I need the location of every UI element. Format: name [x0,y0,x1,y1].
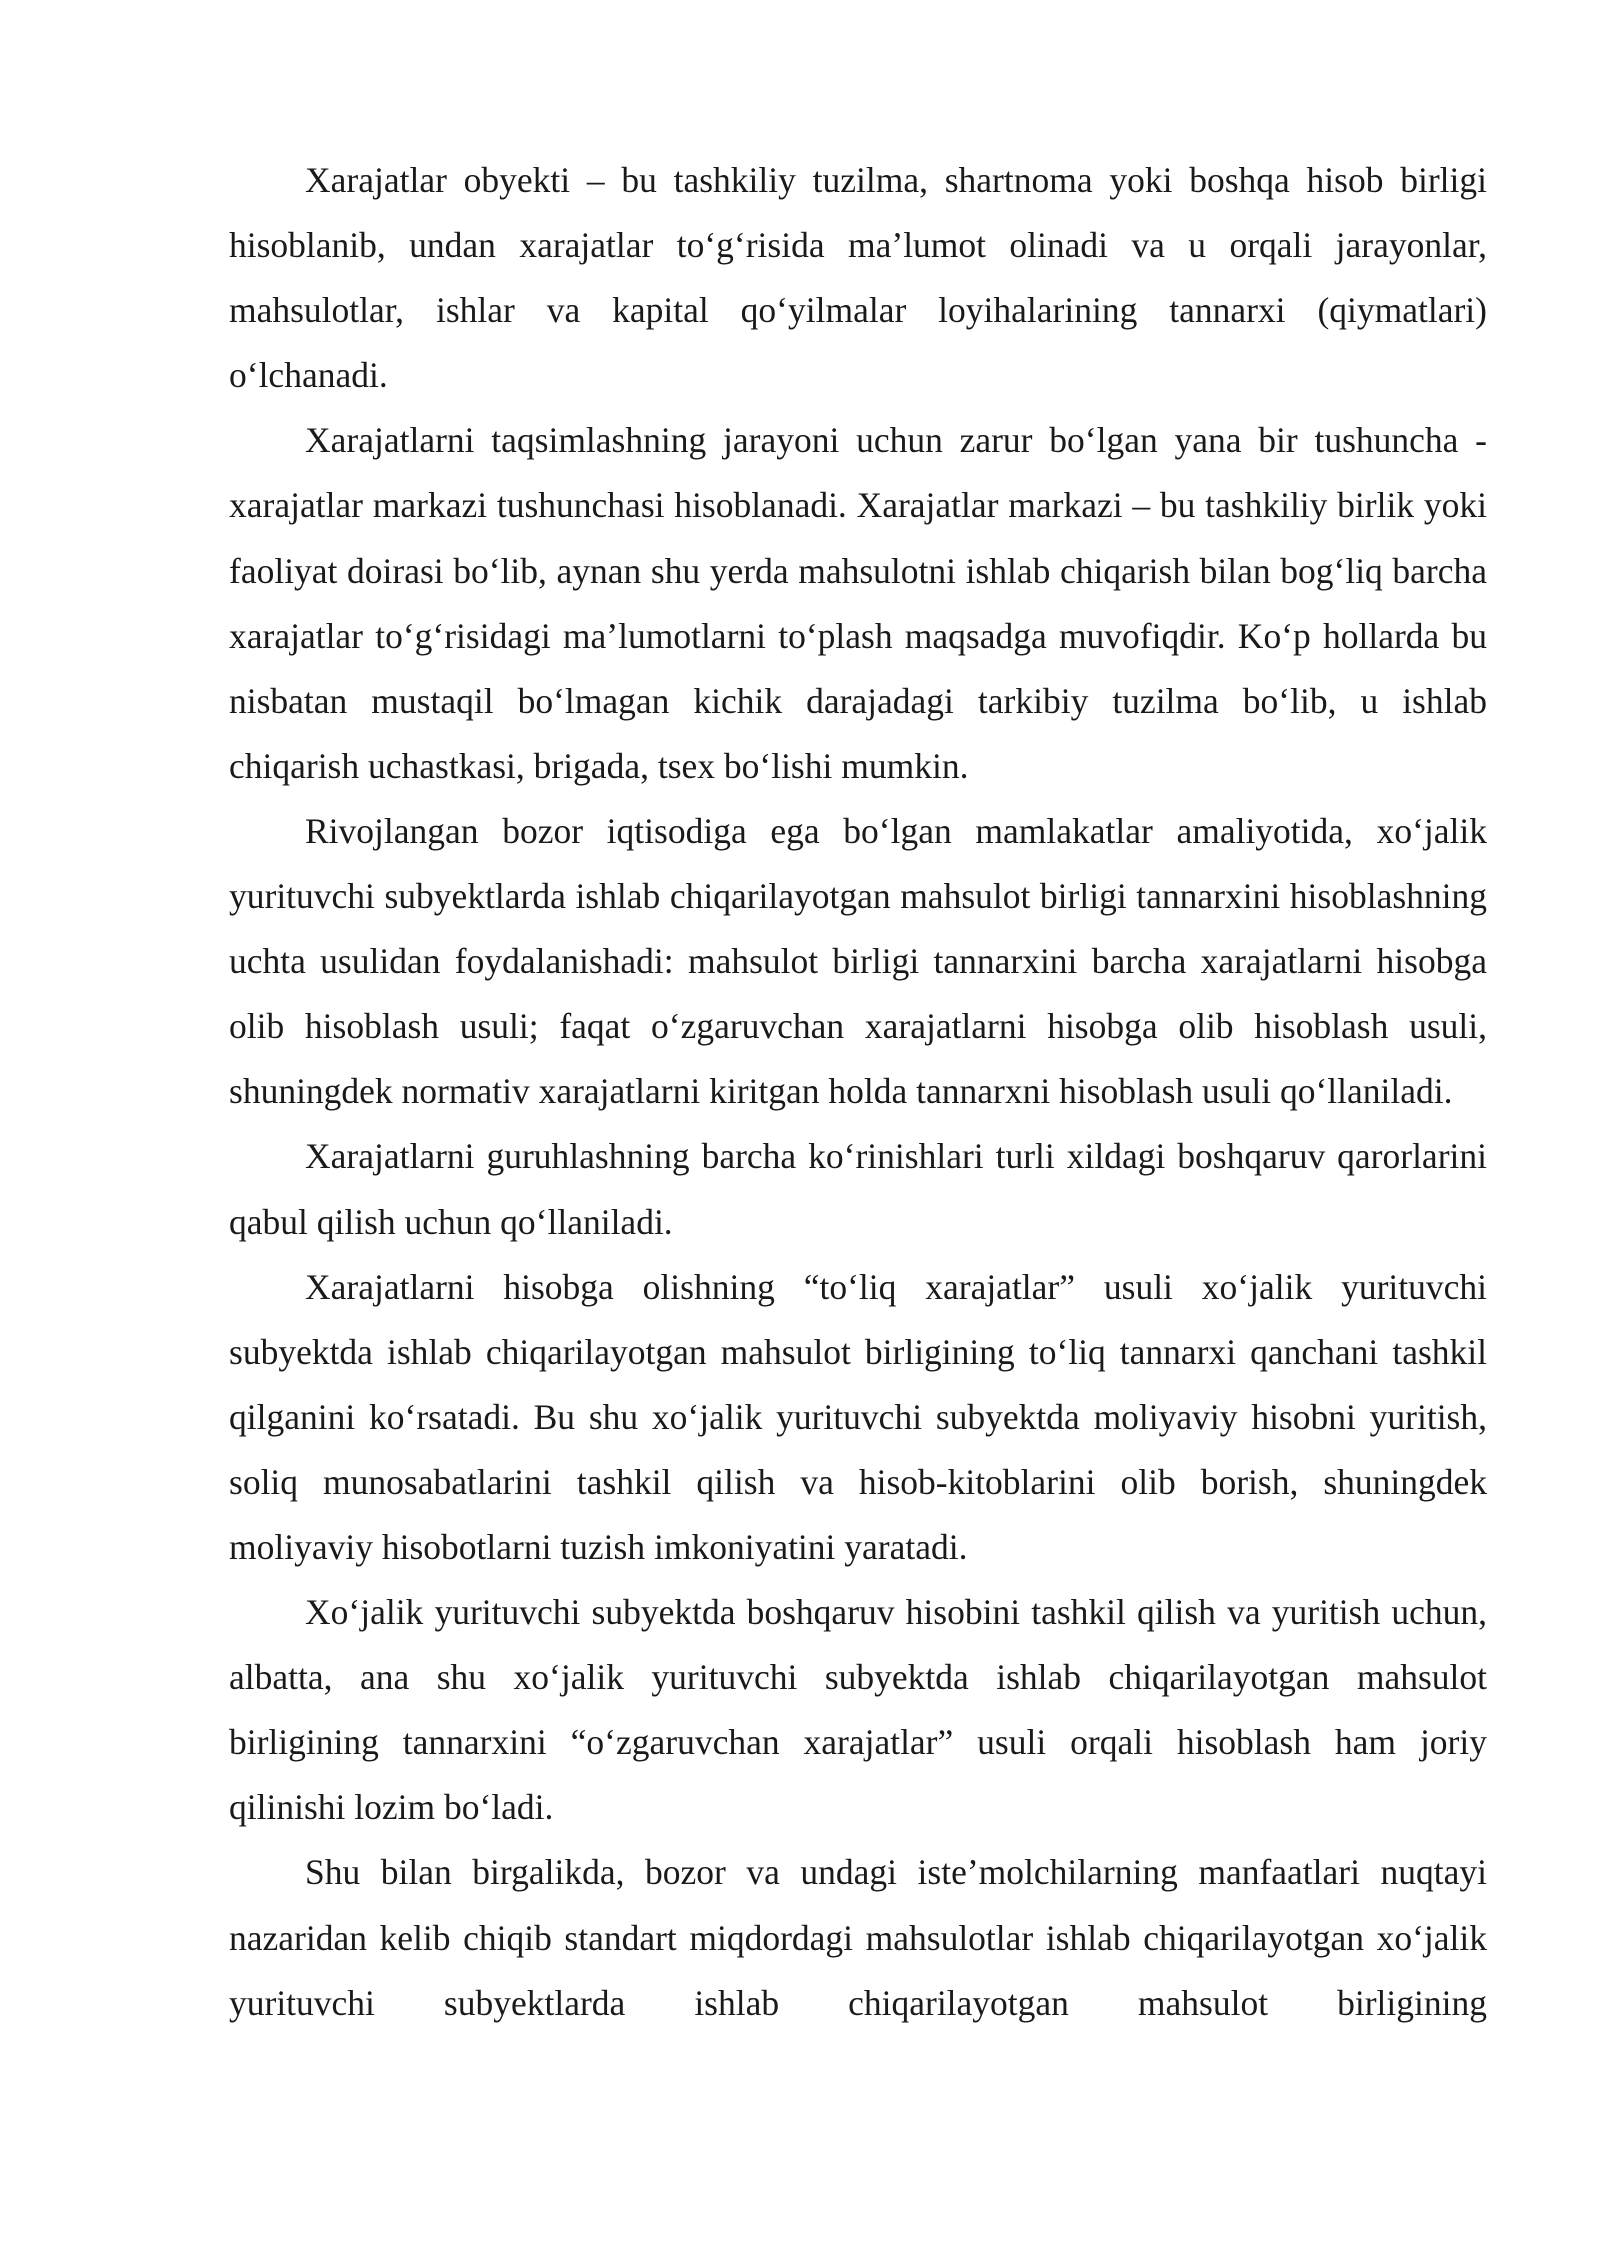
paragraph-standard-products: Shu bilan birgalikda, bozor va undagi isteʼmolchilarning manfaatlari nuqtayi nazaridan kelib chiqib standart miqdordagi mahsulotlar ishlab chiqarilayotgan xoʻjalik yurituvchi subyektlarda ishlab chiqarilayotgan mahsulot birligining [229,1852,1487,2023]
paragraph-cost-grouping: Xarajatlarni guruhlashning barcha koʻrinishlari turli xildagi boshqaruv qarorlarini qabul qilish uchun qoʻllaniladi. [229,1136,1487,1242]
body-text [229,148,1487,2036]
paragraph-cost-object: Xarajatlar obyekti – bu tashkiliy tuzilma, shartnoma yoki boshqa hisob birligi hisoblanib, undan xarajatlar toʻgʻrisida maʼlumot olinadi va u orqali jarayonlar, mahsulotlar, ishlar va kapital qoʻyilmalar loyihalarining tannarxi (qiymatlari) oʻlchanadi. [229,160,1487,396]
paragraph-costing-methods: Rivojlangan bozor iqtisodiga ega boʻlgan mamlakatlar amaliyotida, xoʻjalik yurituvchi subyektlarda ishlab chiqarilayotgan mahsulot birligi tannarxini hisoblashning uchta usulidan foydalanishadi: mahsulot birligi tannarxini barcha xarajatlarni hisobga olib hisoblash usuli; faqat oʻzgaruvchan xarajatlarni hisobga olib hisoblash usuli, shuningdek normativ xarajatlarni kiritgan holda tannarxni hisoblash usuli qoʻllaniladi. [229,810,1487,1112]
paragraph-variable-costing: Xoʻjalik yurituvchi subyektda boshqaruv hisobini tashkil qilish va yuritish uchun, albatta, ana shu xoʻjalik yurituvchi subyektda ishlab chiqarilayotgan mahsulot birligining tannarxini “oʻzgaruvchan xarajatlar” usuli orqali hisoblash ham joriy qilinishi lozim boʻladi. [229,1592,1487,1828]
paragraph-cost-center: Xarajatlarni taqsimlashning jarayoni uchun zarur boʻlgan yana bir tushuncha - xarajatlar markazi tushunchasi hisoblanadi. Xarajatlar markazi – bu tashkiliy birlik yoki faoliyat doirasi boʻlib, aynan shu yerda mahsulotni ishlab chiqarish bilan bogʻliq barcha xarajatlar toʻgʻrisidagi maʼlumotlarni toʻplash maqsadga muvofiqdir. Koʻp hollarda bu nisbatan mustaqil boʻlmagan kichik darajadagi tarkibiy tuzilma boʻlib, u ishlab chiqarish uchastkasi, brigada, tsex boʻlishi mumkin. [229,420,1487,786]
paragraph-full-costing: Xarajatlarni hisobga olishning “toʻliq xarajatlar” usuli xoʻjalik yurituvchi subyektda ishlab chiqarilayotgan mahsulot birligining toʻliq tannarxi qanchani tashkil qilganini koʻrsatadi. Bu shu xoʻjalik yurituvchi subyektda moliyaviy hisobni yuritish, soliq munosabatlarini tashkil qilish va hisob-kitoblarini olib borish, shuningdek moliyaviy hisobotlarni tuzish imkoniyatini yaratadi. [229,1266,1487,1567]
